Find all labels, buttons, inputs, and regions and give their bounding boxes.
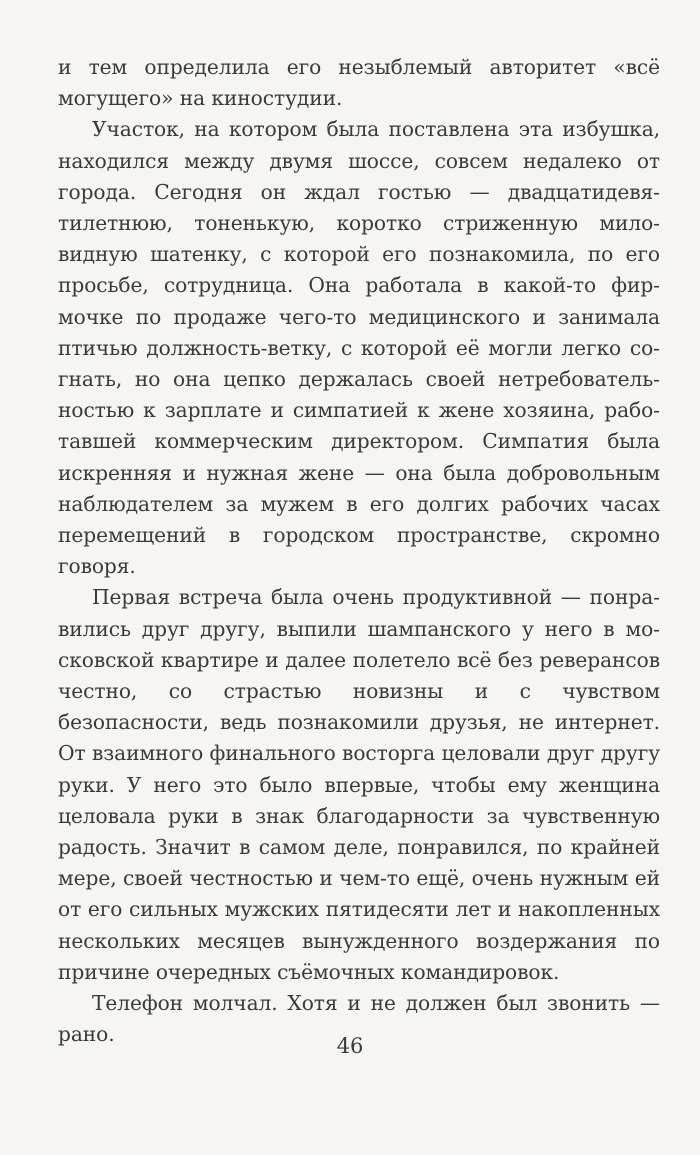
page-number: 46	[336, 1034, 364, 1058]
paragraph: Первая встреча была очень продуктивной — понравились друг другу, выпили шампанского у него в московской квартире и далее полетело всё без реверансов честно, со страстью новизны и с чувством безопасности, ведь познакомили друзья, не интернет. От взаимного финального восторга целовали друг другу руки. У него это было впервые, чтобы ему женщина целовала руки в знак благодарности за чувственную радость. Значит в самом деле, понравился, по крайней мере, своей честностью и чем-то ещё, очень нужным ей от его сильных мужских пятидесяти лет и накопленных нескольких месяцев вынужденного воздержания по причине очередных съёмочных командировок.	[58, 585, 660, 984]
paragraph: Участок, на котором была поставлена эта избушка, находился между двумя шоссе, совсем недалеко от города. Сегодня он ждал гостью — двадцатидевятилетнюю, тоненькую, коротко стриженную миловидную шатенку, с которой его познакомила, по его просьбе, сотрудница. Она работала в какой-то фирмочке по продаже чего-то медицинского и занимала птичью должность-ветку, с которой её могли легко согнать, но она цепко держалась своей нетребовательностью к зарплате и симпатией к жене хозяина, работавшей коммерческим директором. Симпатия была искренняя и нужная жене — она была добровольным наблюдателем за мужем в его долгих рабочих часах перемещений в городском пространстве, скромно говоря.	[58, 117, 660, 579]
paragraph: и тем определила его незыблемый авторитет «всё могущего» на киностудии.	[58, 55, 660, 111]
paragraph: Телефон молчал. Хотя и не должен был звонить — рано.	[58, 991, 660, 1047]
